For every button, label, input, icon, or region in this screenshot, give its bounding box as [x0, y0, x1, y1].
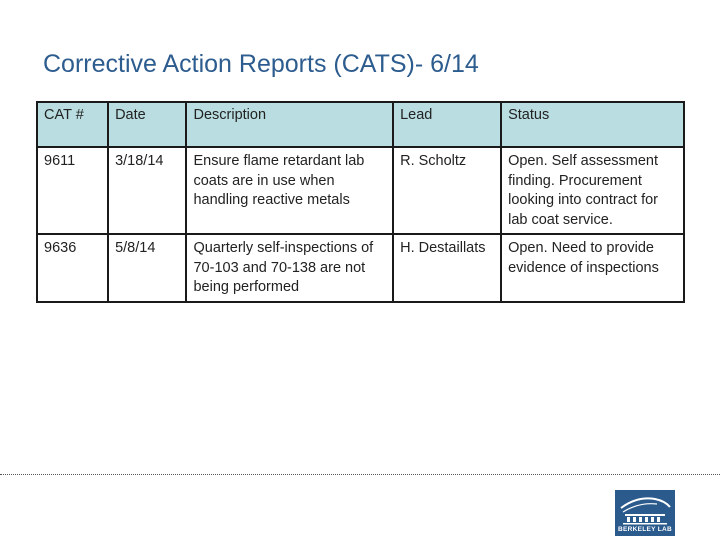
cell-lead: R. Scholtz: [393, 147, 501, 234]
cell-cat-number: 9636: [37, 234, 108, 302]
cell-lead: H. Destaillats: [393, 234, 501, 302]
cell-date: 5/8/14: [108, 234, 186, 302]
logo-text: BERKELEY LAB: [617, 526, 673, 533]
cell-status: Open. Need to provide evidence of inspections: [501, 234, 684, 302]
header-status: Status: [501, 102, 684, 147]
cell-description: Ensure flame retardant lab coats are in use when handling reactive metals: [186, 147, 393, 234]
header-cat-number: CAT #: [37, 102, 108, 147]
header-lead: Lead: [393, 102, 501, 147]
cell-description: Quarterly self-inspections of 70-103 and 70-138 are not being performed: [186, 234, 393, 302]
cell-cat-number: 9611: [37, 147, 108, 234]
table-row: [37, 234, 684, 302]
berkeley-lab-logo: [615, 490, 675, 536]
footer-divider: [0, 474, 720, 475]
cell-status: Open. Self assessment finding. Procurement looking into contract for lab coat service.: [501, 147, 684, 234]
table-header-row: [37, 102, 684, 147]
cell-date: 3/18/14: [108, 147, 186, 234]
table-row: [37, 147, 684, 234]
cats-table: [36, 101, 685, 303]
header-description: Description: [186, 102, 393, 147]
header-date: Date: [108, 102, 186, 147]
slide-title: Corrective Action Reports (CATS)- 6/14: [43, 50, 479, 78]
